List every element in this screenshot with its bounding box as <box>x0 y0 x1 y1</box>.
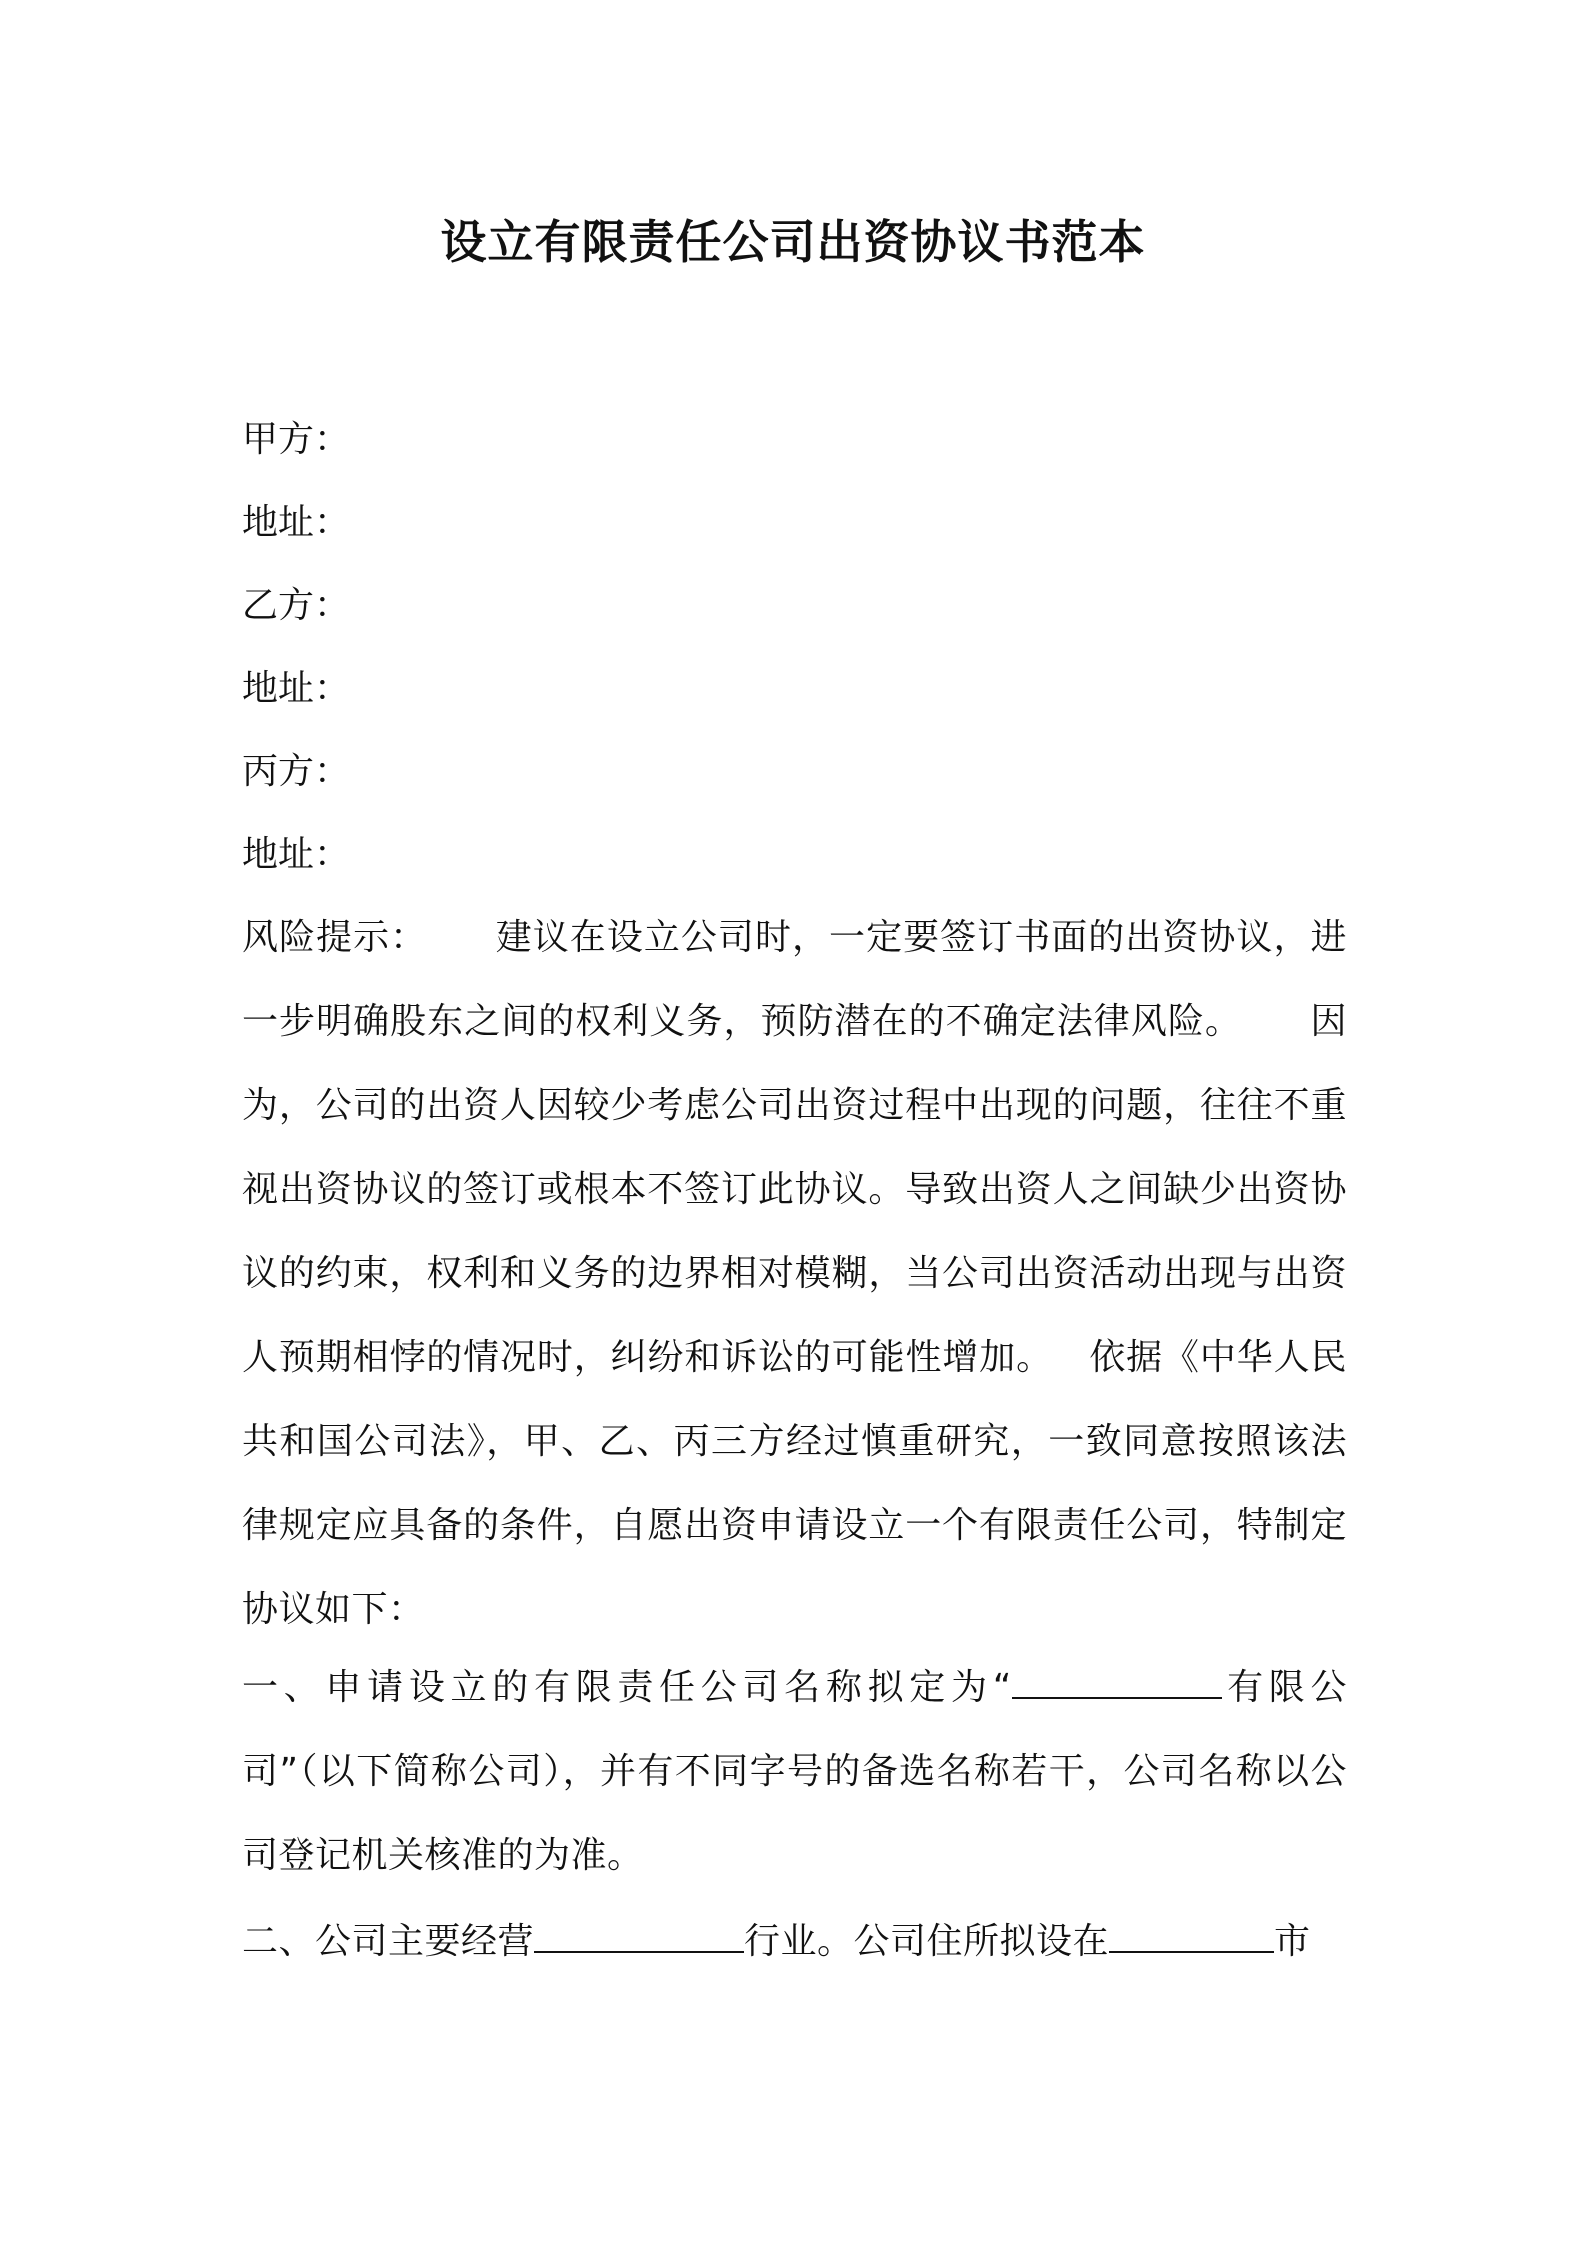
company-name-blank <box>1012 1667 1222 1699</box>
party-a-address-label: 地址： <box>242 502 351 543</box>
risk-notice-paragraph <box>242 896 1347 1652</box>
clause-1-text-2: 有限公司”（以下简称公司），并有不同字号的备选名称若干，公司名称以公司登记机关核准的为准。 <box>242 1667 1347 1876</box>
city-blank <box>1109 1921 1274 1953</box>
clause-2-text-3: 市 <box>1274 1921 1311 1962</box>
party-b-address-label: 地址： <box>242 668 351 709</box>
clause-1-text-1: 一、申请设立的有限责任公司名称拟定为“ <box>242 1667 1012 1708</box>
industry-blank <box>534 1921 744 1953</box>
party-c-label: 丙方： <box>242 751 351 792</box>
risk-notice-text-3: 依据《中华人民共和国公司法》，甲、乙、丙三方经过慎重研究，一致同意按照该法律规定应具备的条件，自愿出资申请设立一个有限责任公司，特制定协议如下： <box>242 1337 1347 1630</box>
clause-1-paragraph <box>242 1646 1347 1898</box>
risk-notice-text-1: 建议在设立公司时，一定要签订书面的出资协议，进一步明确股东之间的权利义务，预防潜在的不确定法律风险。 <box>242 917 1347 1042</box>
clause-2-text-2: 行业。公司住所拟设在 <box>744 1921 1110 1962</box>
party-b-label: 乙方： <box>242 585 351 626</box>
risk-notice-label: 风险提示： <box>242 917 428 958</box>
party-a-label: 甲方： <box>242 419 351 460</box>
risk-notice-text-2: 因为，公司的出资人因较少考虑公司出资过程中出现的问题，往往不重视出资协议的签订或根本不签订此协议。导致出资人之间缺少出资协议的约束，权利和义务的边界相对模糊，当公司出资活动出现与出资人预期相悖的情况时，纠纷和诉讼的可能性增加。 <box>242 1001 1347 1378</box>
document-title: 设立有限责任公司出资协议书范本 <box>440 215 1146 269</box>
party-c-address-label: 地址： <box>242 834 351 875</box>
clause-2-paragraph <box>242 1900 1347 1984</box>
clause-2-text-1: 二、公司主要经营 <box>242 1921 535 1962</box>
